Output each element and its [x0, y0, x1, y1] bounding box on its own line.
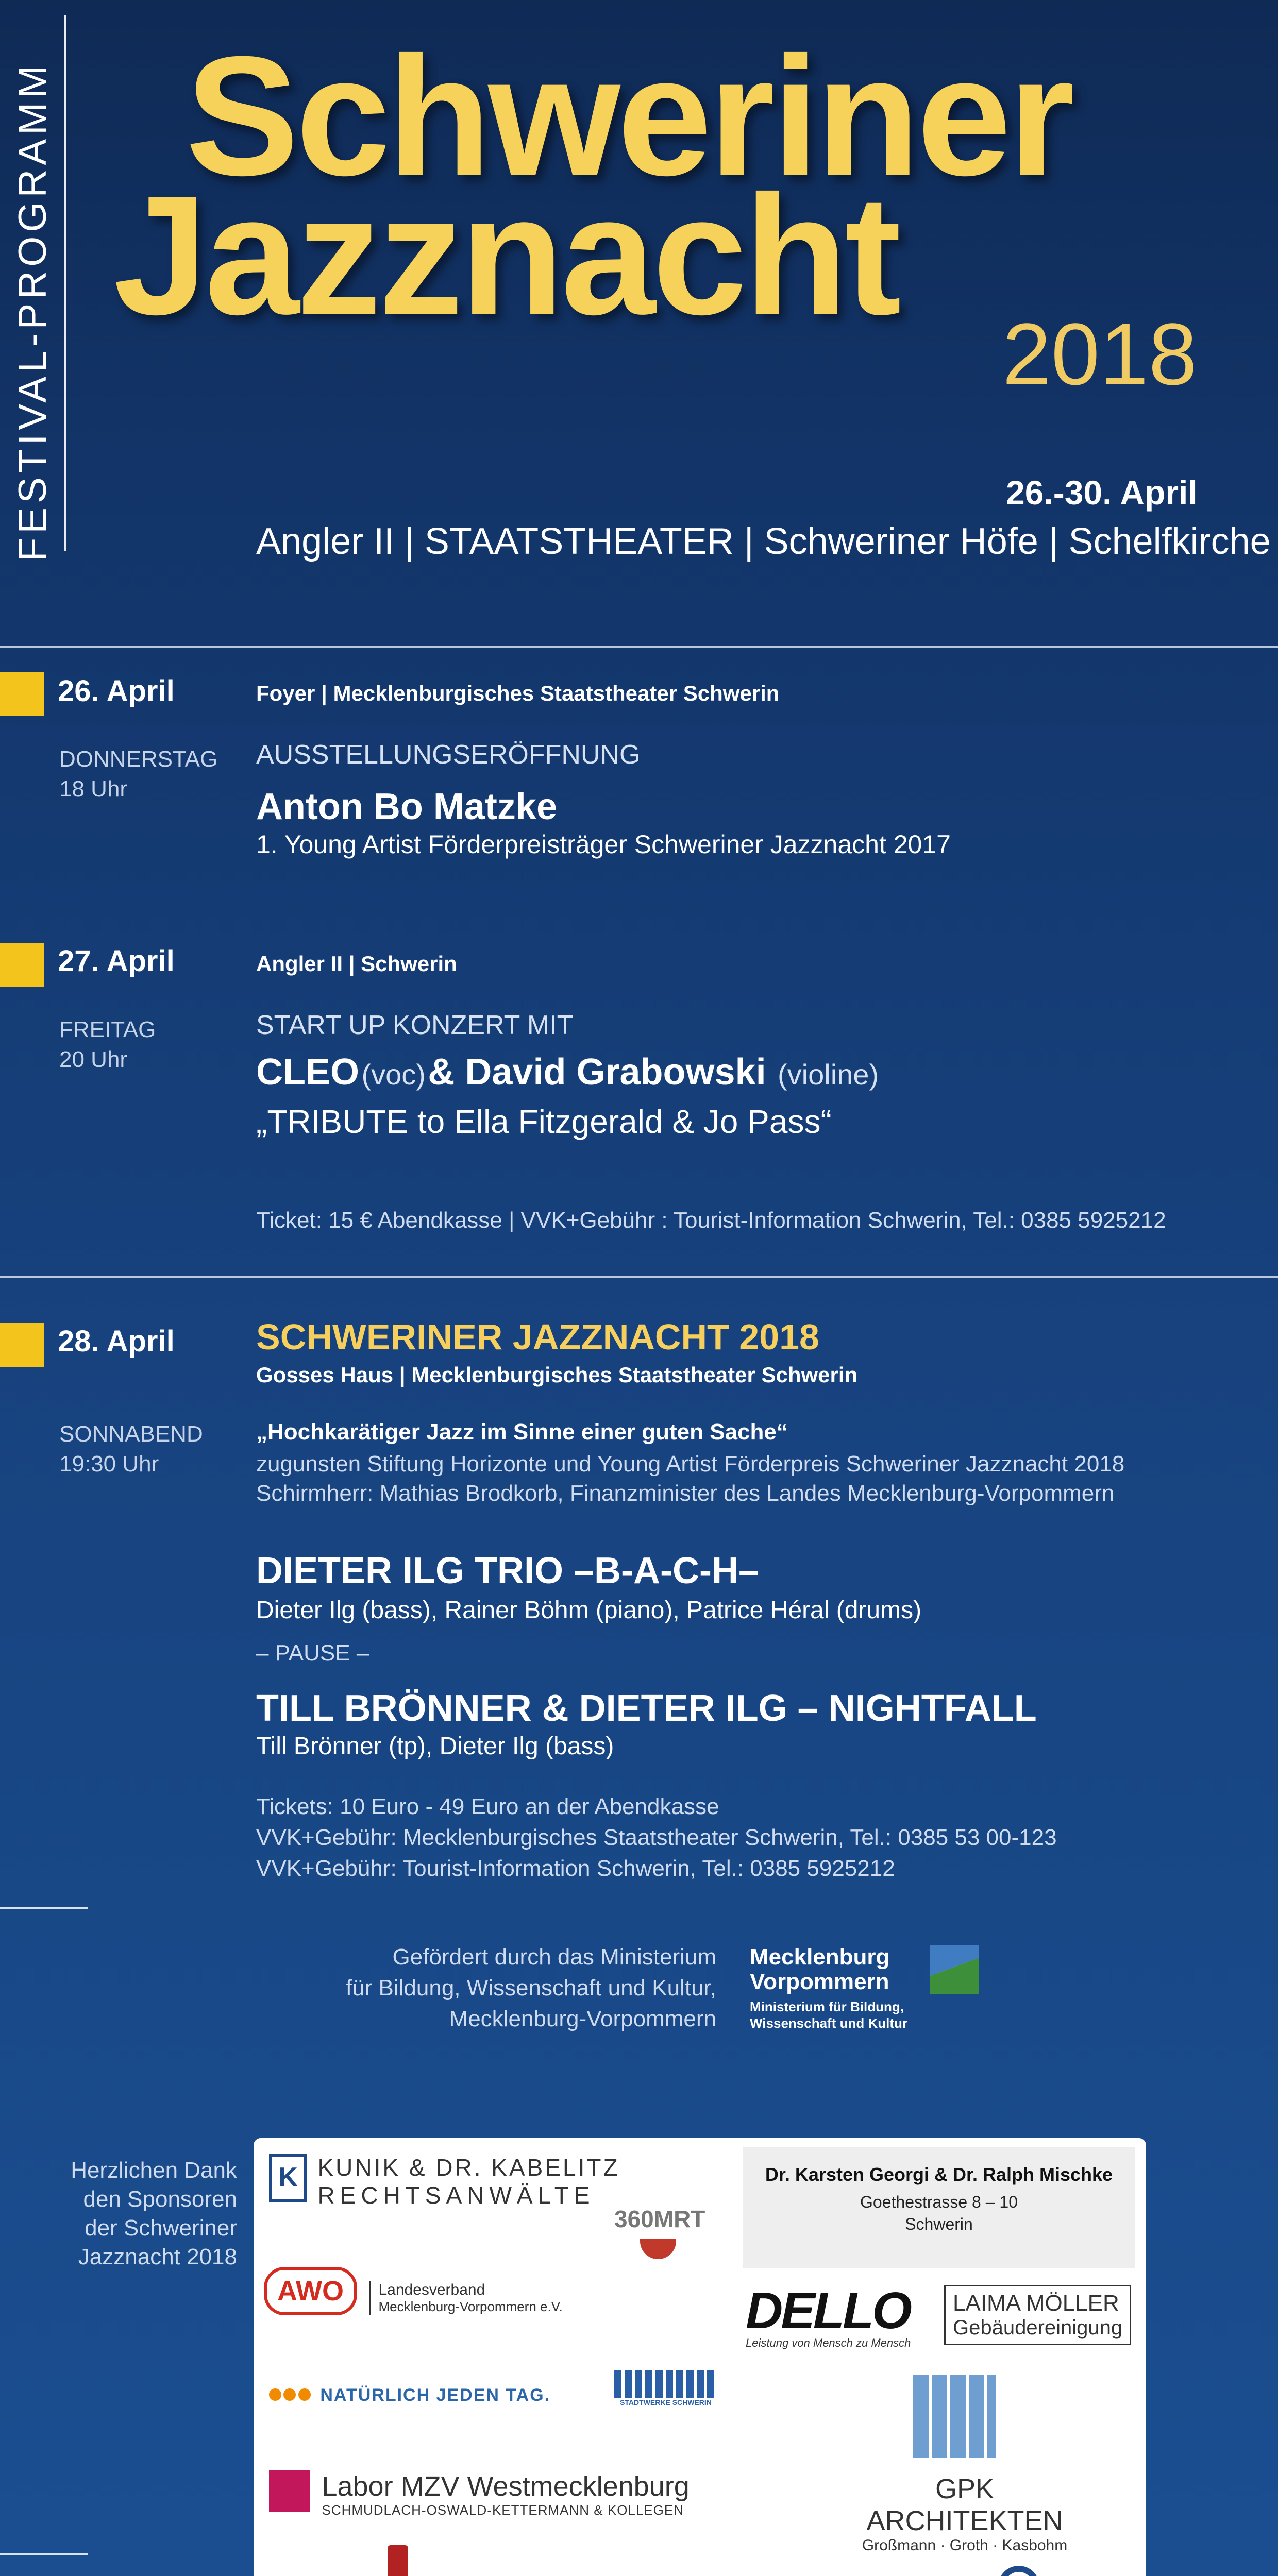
day3-act-1-members: Dieter Ilg (bass), Rainer Böhm (piano), Patrice Héral (drums): [256, 1597, 922, 1624]
sponsor-thanks: Herzlichen Dank den Sponsoren der Schweriner Jazznacht 2018: [71, 2158, 237, 2269]
festival-year: 2018: [1002, 306, 1198, 403]
section-divider: [0, 1276, 1278, 1278]
sparkasse-logo: NATÜRLICH JEDEN TAG.: [269, 2385, 550, 2405]
day3-act-1: DIETER ILG TRIO –B-A-C-H–: [256, 1550, 760, 1591]
day3-funding-2: für Bildung, Wissenschaft und Kultur,: [345, 1975, 716, 2001]
day2-time: 20 Uhr: [59, 1047, 128, 1072]
moeller-logo: LAIMA MÖLLER Gebäudereinigung: [944, 2285, 1131, 2345]
day1-subtitle: 1. Young Artist Förderpreisträger Schweriner Jazznacht 2017: [256, 830, 951, 859]
section-divider: [0, 2553, 88, 2555]
date-marker: [0, 943, 44, 987]
day1-event-type: AUSSTELLUNGSERÖFFNUNG: [256, 740, 641, 770]
day2-tribute: „TRIBUTE to Ella Fitzgerald & Jo Pass“: [256, 1103, 832, 1140]
section-divider: [0, 646, 1278, 648]
day2-event-type: START UP KONZERT MIT: [256, 1010, 574, 1040]
mv-flag-icon: [930, 1945, 979, 1994]
day3-weekday: SONNABEND: [59, 1421, 203, 1447]
day2-artist-1-role: (voc): [361, 1058, 426, 1091]
day2-weekday: FREITAG: [59, 1017, 156, 1042]
dello-logo: DELLO Leistung von Mensch zu Mensch: [746, 2282, 911, 2349]
day3-time: 19:30 Uhr: [59, 1451, 159, 1477]
mrt-icon: [640, 2239, 676, 2259]
day3-act-2: TILL BRÖNNER & DIETER ILG – NIGHTFALL: [256, 1688, 1037, 1729]
day3-funding-1: Gefördert durch das Ministerium: [392, 1944, 716, 1970]
day1-weekday: DONNERSTAG: [59, 747, 218, 772]
stadtwerke-logo: STADTWERKE SCHWERIN: [614, 2370, 717, 2406]
sponsor-panel: [254, 2138, 1146, 2576]
day2-artist-1: CLEO: [256, 1052, 360, 1093]
georgi-sponsor: Dr. Karsten Georgi & Dr. Ralph Mischke Goethestrasse 8 – 10 Schwerin: [743, 2147, 1135, 2268]
festival-label: FESTIVAL-PROGRAMM: [11, 61, 55, 562]
kunik-logo: K KUNIK & DR. KABELITZ RECHTSANWÄLTE: [269, 2154, 620, 2209]
day1-time: 18 Uhr: [59, 776, 128, 802]
day2-venue: Angler II | Schwerin: [256, 952, 457, 976]
date-marker: [0, 1323, 44, 1367]
cafe-logo: [300, 2545, 496, 2576]
day2-artist-2: & David Grabowski: [428, 1052, 766, 1093]
day3-ticket-1: Tickets: 10 Euro - 49 Euro an der Abendkasse: [256, 1794, 719, 1819]
day3-desc-2: Schirmherr: Mathias Brodkorb, Finanzminister des Landes Mecklenburg-Vorpommern: [256, 1481, 1115, 1506]
day2-date: 27. April: [58, 944, 175, 978]
day3-date: 28. April: [58, 1325, 175, 1358]
day2-artists: [256, 1051, 879, 1093]
day1-venue: Foyer | Mecklenburgisches Staatstheater Schwerin: [256, 681, 780, 705]
day3-funding-3: Mecklenburg-Vorpommern: [449, 2006, 716, 2031]
day3-desc-1: zugunsten Stiftung Horizonte und Young Artist Förderpreis Schweriner Jazznacht 2018: [256, 1451, 1125, 1477]
title-line-1: Schweriner: [186, 21, 1072, 211]
title-line-2: Jazznacht: [113, 160, 899, 350]
day3-quote: „Hochkarätiger Jazz im Sinne einer guten Sache“: [256, 1419, 788, 1445]
day1-date: 26. April: [58, 674, 175, 708]
date-marker: [0, 672, 44, 716]
day3-ticket-2: VVK+Gebühr: Mecklenburgisches Staatstheater Schwerin, Tel.: 0385 53 00-123: [256, 1825, 1057, 1850]
mrt-logo: 360MRT: [614, 2206, 705, 2232]
day2-ticket: Ticket: 15 € Abendkasse | VVK+Gebühr : Tourist-Information Schwerin, Tel.: 0385 5925212: [256, 1208, 1166, 1233]
section-divider: [0, 1907, 88, 1909]
header-divider: [64, 15, 66, 551]
day1-artist: Anton Bo Matzke: [256, 786, 557, 827]
day3-pause: – PAUSE –: [256, 1640, 369, 1666]
labor-logo: Labor MZV Westmecklenburg SCHMUDLACH-OSWALD-KETTERMANN & KOLLEGEN: [269, 2470, 690, 2518]
day3-ticket-3: VVK+Gebühr: Tourist-Information Schwerin, Tel.: 0385 5925212: [256, 1856, 895, 1881]
day3-act-2-members: Till Brönner (tp), Dieter Ilg (bass): [256, 1733, 614, 1760]
festival-dates: 26.-30. April: [1006, 473, 1198, 512]
continentale-logo: [954, 2566, 1083, 2576]
gpk-building-icon: [913, 2375, 996, 2458]
festival-venues: Angler II | STAATSTHEATER | Schweriner Höfe | Schelfkirche: [256, 521, 1271, 562]
day3-venue: Gosses Haus | Mecklenburgisches Staatstheater Schwerin: [256, 1363, 858, 1387]
mv-ministry-logo: Mecklenburg Vorpommern Ministerium für Bildung, Wissenschaft und Kultur: [750, 1944, 908, 2031]
gpk-logo: GPK ARCHITEKTEN Großmann · Groth · Kasbohm: [862, 2473, 1068, 2554]
awo-logo: AWO Landesverband Mecklenburg-Vorpommern e.V.: [264, 2267, 563, 2315]
day3-headline: SCHWERINER JAZZNACHT 2018: [256, 1317, 819, 1357]
day2-artist-2-role: (violine): [778, 1058, 879, 1091]
